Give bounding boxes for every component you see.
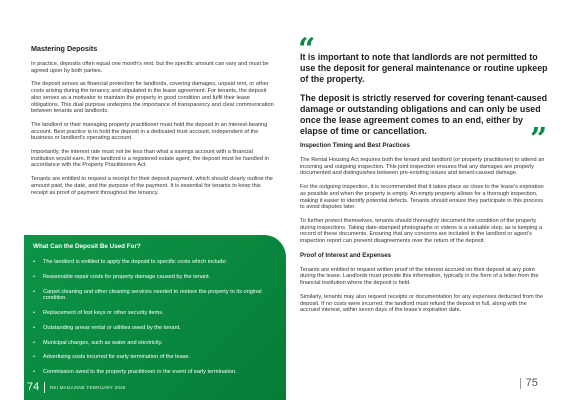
paragraph: Tenants are entitled to request a receipt for their deposit payment, which should clearly outline the amount paid, the date, and the purpose of the payment. It is essential for tenants to keep this receipt as proof of payment throughout the tenancy.	[31, 176, 273, 196]
close-quote-icon: ”	[530, 122, 548, 157]
box-title: What Can the Deposit Be Used For?	[33, 243, 141, 250]
right-footer	[520, 377, 538, 389]
list-item: • Municipal charges, such as water and electricity.	[33, 340, 277, 347]
paragraph: The deposit serves as financial protection for landlords, covering damages, unpaid rent, or other costs arising during the tenancy and stipulated in the lease agreement. For tenants, the deposit also serves as a motivator to maintain the property in good condition and fulfil their lease obligations. This dual purpose underpins the importance of transparency and clear communication between tenants and landlords.	[31, 81, 274, 115]
paragraph: To further protect themselves, tenants should thoroughly document the condition of the property during inspections. Taking date-stamped photographs or videos is a valuable step, as is keeping a record of these documents. Ensuring that any concerns are included in the landlord or agent’s inspection report can prevent disagreements over the return of the deposit.	[300, 217, 543, 245]
page-number: 74	[27, 381, 40, 393]
pull-quote-text: The deposit is strictly reserved for covering tenant-caused damage or outstanding obligations and can only be used once the lease agreement comes to an end, either by elapse of time or cancellation.	[300, 93, 548, 136]
deposit-uses-list	[33, 259, 277, 384]
section-title: Proof of Interest and Expenses	[300, 251, 392, 259]
left-footer	[27, 381, 126, 393]
list-item: • The landlord is entitled to apply the deposit to specific costs which include:	[33, 259, 277, 266]
footer-divider	[520, 378, 521, 389]
paragraph: Similarly, tenants may also request receipts or documentation for any expenses deducted from the deposit. If no costs were incurred, the landlord must refund the deposit in full, along with the accrued interest, within seven days of the lease’s expiration date.	[300, 293, 544, 314]
paragraph: The landlord or their managing property practitioner must hold the deposit in an interest-bearing account. Best practice is to hold the deposit in a dedicated trust account, independent of the business or landlord’s operating account.	[31, 121, 268, 142]
magazine-label: REI MAGAZINE FEBRUARY 2025	[49, 384, 126, 390]
open-quote-icon: “	[298, 32, 316, 67]
list-item: • Replacement of lost keys or other security items.	[33, 310, 277, 317]
paragraph: In practice, deposits often equal one month’s rent, but the specific amount can vary and must be agreed upon by both parties.	[31, 61, 269, 74]
paragraph: Tenants are entitled to request written proof of the interest accrued on their deposit at any point during the lease. Landlords must provide this information, typically in the form of a letter from the financial institution where the deposit is held.	[300, 266, 539, 287]
section-title: Mastering Deposits	[31, 44, 98, 53]
list-item: • Commission owed to the property practitioner in the event of early termination.	[33, 369, 277, 376]
paragraph: For the outgoing inspection, it is recommended that it takes place as close to the lease’s expiration as possible and when the property is empty. An empty property allows for a thorough inspection, making it easier to identify potential defects. Tenants should ensure they participate in this process to avoid disputes later.	[300, 184, 544, 211]
deposit-uses-box	[24, 235, 286, 400]
list-item: • Reasonable repair costs for property damage caused by the tenant.	[33, 274, 277, 281]
paragraph: The Rental Housing Act requires both the tenant and landlord (or property practitioner) to attend an incoming and outgoing inspection. This joint inspection ensures that any damages are properly documented and distinguishes between pre-existing issues and tenant-caused damage.	[300, 157, 545, 177]
list-item: • Outstanding arrear rental or utilities owed by the tenant.	[33, 325, 277, 332]
pull-quote-text: It is important to note that landlords are not permitted to use the deposit for general maintenance or routine upkeep of the property.	[300, 52, 548, 84]
right-page	[283, 0, 566, 400]
footer-divider	[44, 382, 45, 393]
pull-quote	[300, 52, 548, 145]
right-article	[300, 142, 548, 321]
section-title: Inspection Timing and Best Practices	[300, 142, 410, 149]
left-article	[31, 44, 276, 203]
list-item: • Advertising costs incurred for early termination of the lease.	[33, 354, 277, 361]
paragraph: Importantly, the interest rate must not be less than what a savings account with a financial institution would earn. If the landlord is a registered estate agent, the deposit must be handled in accordance with the Property Practitioners Act.	[31, 149, 269, 169]
list-item: • Carpet cleaning and other cleaning services needed to restore the property to its original condition.	[33, 289, 277, 302]
page-number: 75	[525, 377, 538, 389]
